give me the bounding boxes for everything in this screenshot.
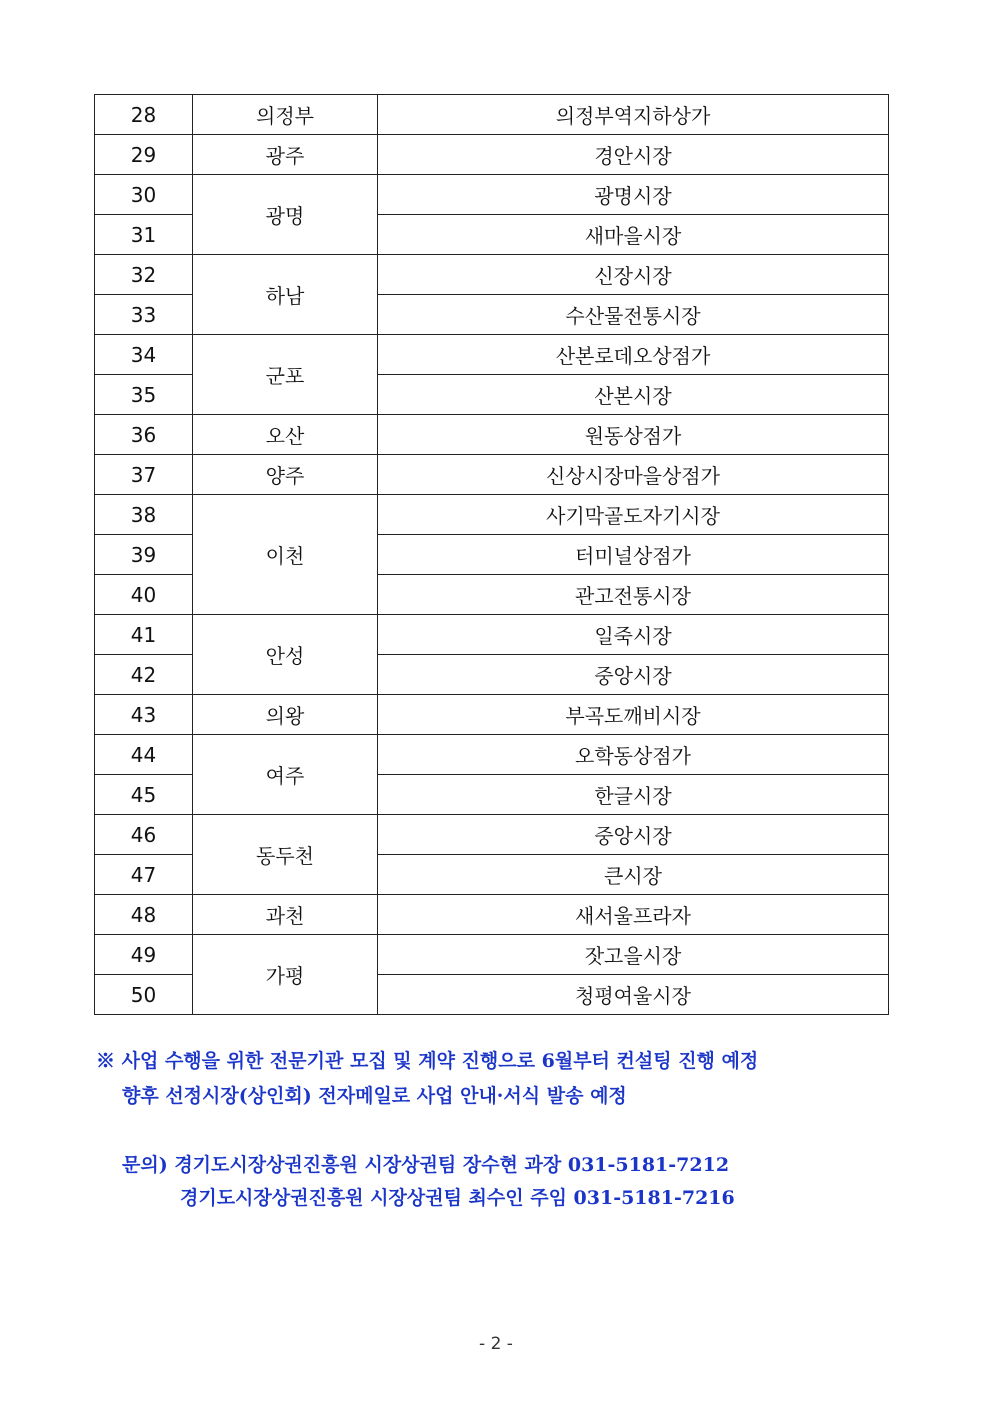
region-cell: 의정부 [193, 95, 378, 135]
region-cell: 광명 [193, 175, 378, 255]
table-row [95, 895, 889, 935]
row-number-cell: 33 [95, 295, 193, 335]
market-name-cell: 부곡도깨비시장 [378, 695, 889, 735]
region-cell: 여주 [193, 735, 378, 815]
row-number-cell: 45 [95, 775, 193, 815]
region-cell: 오산 [193, 415, 378, 455]
table-row [95, 615, 889, 655]
page-number: - 2 - [479, 1334, 513, 1354]
table-row [95, 455, 889, 495]
row-number-cell: 48 [95, 895, 193, 935]
row-number-cell: 42 [95, 655, 193, 695]
market-name-cell: 산본시장 [378, 375, 889, 415]
table-row [95, 95, 889, 135]
contact-line-1: 문의) 경기도시장상권진흥원 시장상권팀 장수현 과장 031-5181-7212 [122, 1154, 730, 1176]
market-name-cell: 잣고을시장 [378, 935, 889, 975]
market-table [94, 94, 889, 1015]
region-cell: 의왕 [193, 695, 378, 735]
market-name-cell: 중앙시장 [378, 655, 889, 695]
market-name-cell: 광명시장 [378, 175, 889, 215]
row-number-cell: 28 [95, 95, 193, 135]
row-number-cell: 32 [95, 255, 193, 295]
table-row [95, 935, 889, 975]
market-name-cell: 새마을시장 [378, 215, 889, 255]
row-number-cell: 46 [95, 815, 193, 855]
note-line-1: ※ 사업 수행을 위한 전문기관 모집 및 계약 진행으로 6월부터 컨설팅 진행 예정 [96, 1050, 759, 1072]
row-number-cell: 49 [95, 935, 193, 975]
region-cell: 안성 [193, 615, 378, 695]
market-name-cell: 신장시장 [378, 255, 889, 295]
table-row [95, 735, 889, 775]
market-name-cell: 큰시장 [378, 855, 889, 895]
row-number-cell: 35 [95, 375, 193, 415]
market-name-cell: 관고전통시장 [378, 575, 889, 615]
contact-line-2: 경기도시장상권진흥원 시장상권팀 최수인 주임 031-5181-7216 [180, 1187, 735, 1209]
market-name-cell: 한글시장 [378, 775, 889, 815]
row-number-cell: 38 [95, 495, 193, 535]
market-name-cell: 신상시장마을상점가 [378, 455, 889, 495]
region-cell: 광주 [193, 135, 378, 175]
region-cell: 이천 [193, 495, 378, 615]
market-name-cell: 산본로데오상점가 [378, 335, 889, 375]
market-name-cell: 터미널상점가 [378, 535, 889, 575]
row-number-cell: 29 [95, 135, 193, 175]
region-cell: 양주 [193, 455, 378, 495]
region-cell: 가평 [193, 935, 378, 1015]
market-table-container [94, 94, 888, 1015]
row-number-cell: 39 [95, 535, 193, 575]
region-cell: 하남 [193, 255, 378, 335]
row-number-cell: 31 [95, 215, 193, 255]
region-cell: 동두천 [193, 815, 378, 895]
market-name-cell: 경안시장 [378, 135, 889, 175]
market-table-body [95, 95, 889, 1015]
row-number-cell: 47 [95, 855, 193, 895]
table-row [95, 415, 889, 455]
row-number-cell: 36 [95, 415, 193, 455]
region-cell: 과천 [193, 895, 378, 935]
market-name-cell: 일죽시장 [378, 615, 889, 655]
table-row [95, 175, 889, 215]
region-cell: 군포 [193, 335, 378, 415]
market-name-cell: 원동상점가 [378, 415, 889, 455]
table-row [95, 695, 889, 735]
row-number-cell: 43 [95, 695, 193, 735]
row-number-cell: 37 [95, 455, 193, 495]
note-line-2: 향후 선정시장(상인회) 전자메일로 사업 안내·서식 발송 예정 [122, 1085, 627, 1107]
table-row [95, 135, 889, 175]
row-number-cell: 41 [95, 615, 193, 655]
table-row [95, 255, 889, 295]
row-number-cell: 50 [95, 975, 193, 1015]
market-name-cell: 청평여울시장 [378, 975, 889, 1015]
row-number-cell: 44 [95, 735, 193, 775]
row-number-cell: 40 [95, 575, 193, 615]
table-row [95, 335, 889, 375]
table-row [95, 815, 889, 855]
market-name-cell: 중앙시장 [378, 815, 889, 855]
market-name-cell: 사기막골도자기시장 [378, 495, 889, 535]
market-name-cell: 오학동상점가 [378, 735, 889, 775]
table-row [95, 495, 889, 535]
row-number-cell: 34 [95, 335, 193, 375]
market-name-cell: 수산물전통시장 [378, 295, 889, 335]
market-name-cell: 새서울프라자 [378, 895, 889, 935]
row-number-cell: 30 [95, 175, 193, 215]
market-name-cell: 의정부역지하상가 [378, 95, 889, 135]
